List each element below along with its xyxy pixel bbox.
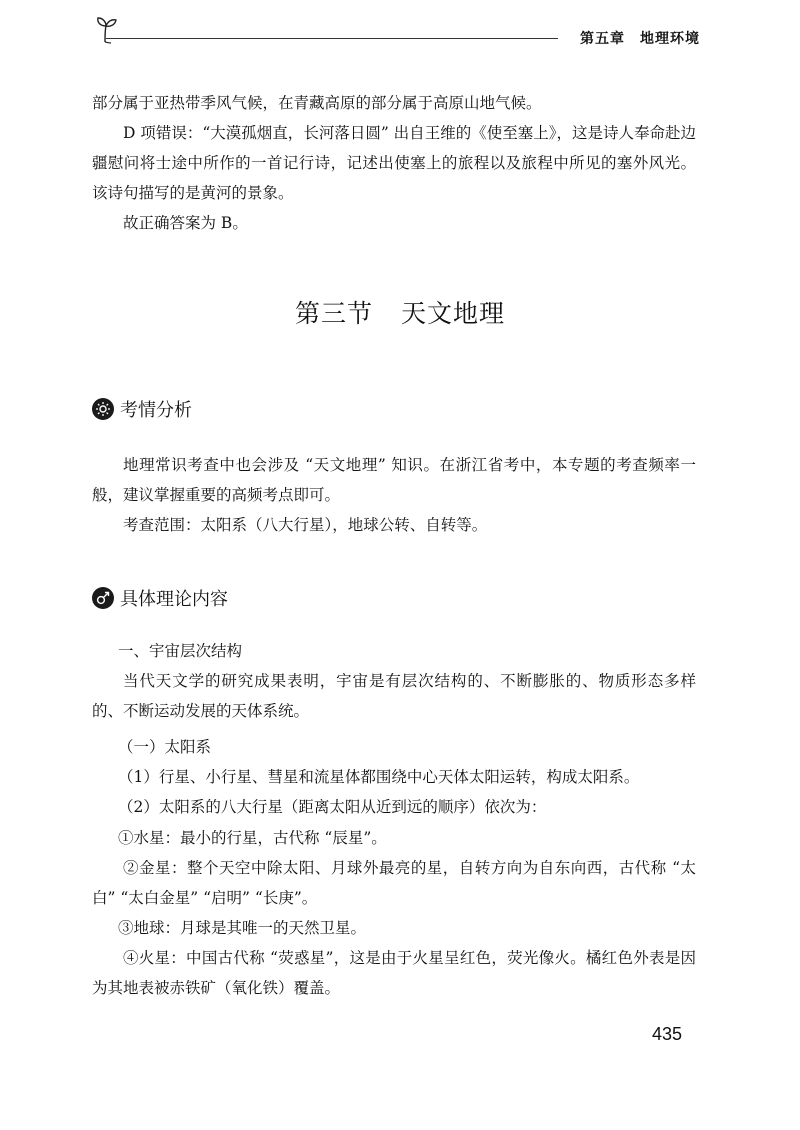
- analysis-paragraph-2: 考查范围：太阳系（八大行星），地球公转、自转等。: [123, 516, 488, 534]
- planet-mercury: ①水星：最小的行星，古代称 “辰星”。: [118, 829, 387, 847]
- analysis-heading: [92, 396, 192, 422]
- planet-venus: ②金星：整个天空中除太阳、月球外最亮的星，自转方向为自东向西，古代称 “太白” “太白金星” “启明” “长庚”。: [92, 859, 696, 907]
- subsection-heading-2: （一）太阳系: [118, 738, 212, 756]
- option-d-paragraph: D 项错误：“大漠孤烟直，长河落日圆” 出自王维的《使至塞上》，这是诗人奉命赴边疆慰问将士途中所作的一首记行诗，记述出使塞上的旅程以及旅程中所见的塞外风光。该诗句描写的是黄河的景象。: [92, 124, 696, 202]
- section-title: [0, 294, 800, 330]
- sun-icon: [92, 398, 114, 420]
- planet-mars: ④火星：中国古代称 “荧惑星”，这是由于火星呈红色，荧光像火。橘红色外表是因为其地表被赤铁矿（氧化铁）覆盖。: [92, 949, 696, 997]
- section-number: 第三节: [294, 299, 373, 328]
- sprout-icon: [94, 16, 120, 44]
- content-heading: [92, 585, 228, 611]
- section-name: 天文地理: [401, 299, 506, 328]
- continued-paragraph: 部分属于亚热带季风气候，在青藏高原的部分属于高原山地气候。: [92, 94, 542, 112]
- pen-icon: [92, 587, 114, 609]
- list-item-1: （1）行星、小行星、彗星和流星体都围绕中心天体太阳运转，构成太阳系。: [118, 768, 640, 786]
- universe-paragraph: 当代天文学的研究成果表明，宇宙是有层次结构的、不断膨胀的、物质形态多样的、不断运动发展的天体系统。: [92, 672, 696, 720]
- subsection-heading-1: 一、宇宙层次结构: [118, 642, 243, 660]
- answer-line: 故正确答案为 B。: [123, 214, 248, 232]
- content-heading-label: 具体理论内容: [120, 589, 228, 610]
- list-item-2: （2）太阳系的八大行星（距离太阳从近到远的顺序）依次为：: [118, 798, 547, 816]
- header-rule: [106, 38, 558, 39]
- analysis-paragraph-1: 地理常识考查中也会涉及 “天文地理” 知识。在浙江省考中，本专题的考查频率一般，建议掌握重要的高频考点即可。: [92, 456, 696, 504]
- analysis-heading-label: 考情分析: [120, 400, 192, 421]
- running-header: [88, 16, 700, 56]
- page-number: 435: [651, 1024, 682, 1044]
- chapter-title: 第五章 地理环境: [580, 31, 700, 47]
- planet-earth: ③地球：月球是其唯一的天然卫星。: [118, 919, 367, 937]
